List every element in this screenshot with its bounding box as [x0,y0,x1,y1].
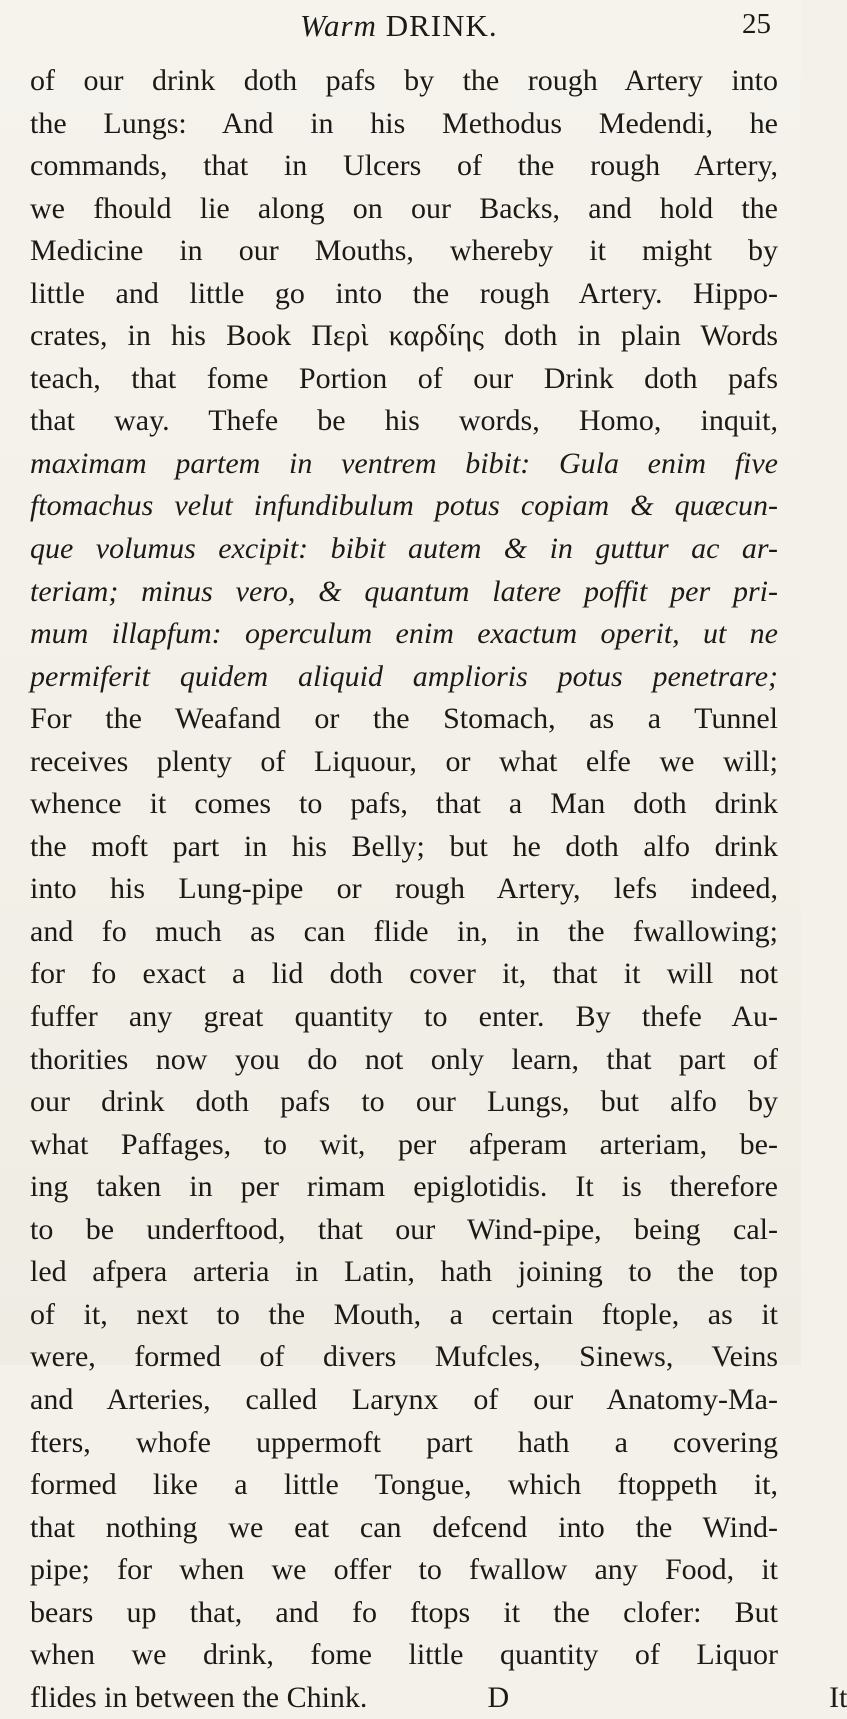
text-line: of our drink doth pafs by the rough Artery into [30,64,778,97]
running-title [300,8,498,44]
text-line: bears up that, and fo ftops it the clofer: But [30,1595,778,1629]
final-line [30,1677,847,1719]
latin-quote-line: permiferit quidem aliquid amplioris potus penetrare; [30,659,778,693]
text-line: into his Lung-pipe or rough Artery, lefs indeed, [30,872,778,906]
text-line: ing taken in per rimam epiglotidis. It is therefore [30,1170,778,1204]
text-line: little and little go into the rough Artery. Hippo- [30,276,778,310]
text-line: when we drink, fome little quantity of Liquor [30,1638,778,1672]
text-line: for fo exact a lid doth cover it, that it will not [30,957,778,991]
text-line: and fo much as can flide in, in the fwallowing; [30,914,778,948]
running-title-italic: Warm [300,8,377,43]
text-line: formed like a little Tongue, which ftoppeth it, [30,1468,778,1502]
running-title-caps: DRINK. [385,8,498,43]
catchword: It [829,1680,847,1714]
final-line-text: flides in between the Chink. [30,1680,368,1714]
text-line: were, formed of divers Mufcles, Sinews, Veins [30,1340,778,1374]
text-line: the Lungs: And in his Methodus Medendi, he [30,106,778,140]
text-line: whence it comes to pafs, that a Man doth drink [30,787,778,821]
text-line: teach, that fome Portion of our Drink doth pafs [30,361,778,395]
text-line: commands, that in Ulcers of the rough Artery, [30,149,778,183]
text-line: and Arteries, called Larynx of our Anatomy-Ma- [30,1382,778,1416]
text-line: we fhould lie along on our Backs, and hold the [30,191,778,225]
text-line: that nothing we eat can defcend into the Wind- [30,1510,778,1544]
text-line: thorities now you do not only learn, that part of [30,1042,778,1076]
text-line: our drink doth pafs to our Lungs, but alfo by [30,1085,778,1119]
latin-quote-line: mum illapfum: operculum enim exactum operit, ut ne [30,617,778,651]
text-line: Medicine in our Mouths, whereby it might by [30,234,778,268]
signature-mark: D [487,1680,510,1714]
text-line: the moft part in his Belly; but he doth alfo drink [30,829,778,863]
latin-quote-line: teriam; minus vero, & quantum latere poffit per pri- [30,574,778,608]
text-line: receives plenty of Liquour, or what elfe we will; [30,744,778,778]
text-line: crates, in his Book Περὶ καρδίης doth in plain Words [30,319,778,353]
text-line: For the Weafand or the Stomach, as a Tunnel [30,702,778,736]
text-line: of it, next to the Mouth, a certain ftople, as it [30,1297,778,1331]
text-line: pipe; for when we offer to fwallow any Food, it [30,1553,778,1587]
latin-quote-line: ftomachus velut infundibulum potus copiam & quæcun- [30,489,778,523]
latin-quote-line: que volumus excipit: bibit autem & in guttur ac ar- [30,532,778,566]
text-line: fters, whofe uppermoft part hath a covering [30,1425,778,1459]
text-line: that way. Thefe be his words, Homo, inquit, [30,404,778,438]
text-line: what Paffages, to wit, per afperam arteriam, be- [30,1127,778,1161]
text-line: fuffer any great quantity to enter. By thefe Au- [30,1000,778,1034]
latin-quote-line: maximam partem in ventrem bibit: Gula enim five [30,446,778,480]
running-head [0,6,801,48]
text-line: to be underftood, that our Wind-pipe, being cal- [30,1212,778,1246]
body-text [30,60,847,1719]
text-line: led afpera arteria in Latin, hath joining to the top [30,1255,778,1289]
page-number: 25 [742,8,771,40]
